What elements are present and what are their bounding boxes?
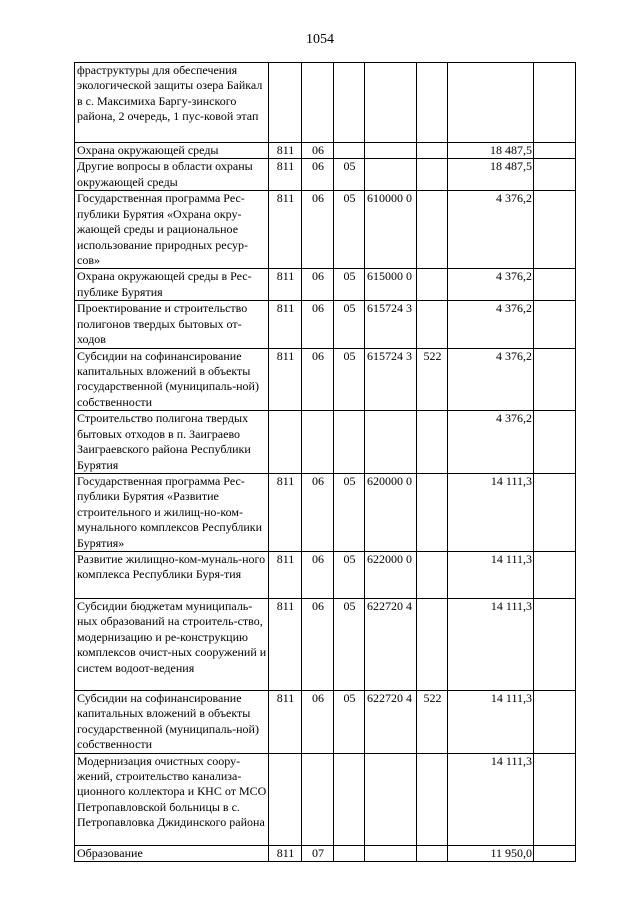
row-extra [534, 598, 576, 690]
row-rz: 06 [302, 269, 334, 301]
table-row [75, 143, 576, 159]
row-name: Другие вопросы в области охраны окружающей среды [75, 159, 269, 191]
row-csr: 615724 3 [365, 301, 417, 348]
row-sum: 11 950,0 [448, 845, 534, 861]
row-name: фраструктуры для обеспечения экологической защиты озера Байкал в с. Максимиха Баргу-зинского района, 2 очередь, 1 пус-ковой этап [75, 63, 269, 143]
row-rz: 06 [302, 301, 334, 348]
row-pr [334, 845, 365, 861]
row-name: Развитие жилищно-ком-муналь-ного комплекса Республики Буря-тия [75, 551, 269, 598]
row-pr: 05 [334, 348, 365, 411]
row-rz: 06 [302, 690, 334, 753]
row-vr [417, 159, 448, 191]
row-sum: 18 487,5 [448, 159, 534, 191]
row-pr: 05 [334, 159, 365, 191]
table-row [75, 411, 576, 474]
budget-table [74, 62, 576, 862]
row-pr: 05 [334, 269, 365, 301]
row-pr: 05 [334, 301, 365, 348]
row-ved: 811 [269, 551, 302, 598]
row-ved: 811 [269, 473, 302, 551]
row-ved [269, 411, 302, 474]
row-name: Строительство полигона твердых бытовых отходов в п. Заиграево Заиграевского района Республики Бурятия [75, 411, 269, 474]
row-rz: 06 [302, 473, 334, 551]
row-csr: 615000 0 [365, 269, 417, 301]
row-ved: 811 [269, 191, 302, 269]
row-rz [302, 753, 334, 845]
row-name: Модернизация очистных соору-жений, строительство канализа-ционного коллектора и КНС от МСО Петропавловской больницы в с. Петропавловка Джидинского района [75, 753, 269, 845]
row-csr: 610000 0 [365, 191, 417, 269]
row-sum: 14 111,3 [448, 753, 534, 845]
row-vr [417, 473, 448, 551]
row-ved: 811 [269, 845, 302, 861]
row-rz: 06 [302, 348, 334, 411]
row-vr [417, 551, 448, 598]
row-ved [269, 63, 302, 143]
row-vr [417, 753, 448, 845]
table-row [75, 473, 576, 551]
row-extra [534, 551, 576, 598]
table-row [75, 551, 576, 598]
row-extra [534, 63, 576, 143]
row-rz: 06 [302, 598, 334, 690]
row-csr [365, 143, 417, 159]
row-name: Охрана окружающей среды в Рес-публике Бурятия [75, 269, 269, 301]
row-extra [534, 191, 576, 269]
row-csr: 615724 3 [365, 348, 417, 411]
row-extra [534, 159, 576, 191]
table-row [75, 598, 576, 690]
row-name: Охрана окружающей среды [75, 143, 269, 159]
row-ved: 811 [269, 159, 302, 191]
row-vr [417, 598, 448, 690]
row-csr: 622000 0 [365, 551, 417, 598]
row-rz [302, 411, 334, 474]
row-pr [334, 143, 365, 159]
row-vr [417, 191, 448, 269]
row-extra [534, 411, 576, 474]
row-sum: 4 376,2 [448, 301, 534, 348]
row-name: Государственная программа Рес-публики Бурятия «Охрана окру-жающей среды и рациональное использование природных ресур-сов» [75, 191, 269, 269]
row-name: Субсидии на софинансирование капитальных вложений в объекты государственной (муниципаль-ной) собственности [75, 690, 269, 753]
table-row [75, 690, 576, 753]
row-extra [534, 473, 576, 551]
row-sum: 4 376,2 [448, 269, 534, 301]
row-pr [334, 411, 365, 474]
row-vr [417, 143, 448, 159]
row-extra [534, 753, 576, 845]
row-name: Образование [75, 845, 269, 861]
row-ved: 811 [269, 269, 302, 301]
table-row [75, 753, 576, 845]
row-name: Проектирование и строительство полигонов твердых бытовых от-ходов [75, 301, 269, 348]
row-sum [448, 63, 534, 143]
row-ved: 811 [269, 348, 302, 411]
row-sum: 14 111,3 [448, 551, 534, 598]
row-extra [534, 690, 576, 753]
row-pr: 05 [334, 191, 365, 269]
row-pr: 05 [334, 551, 365, 598]
row-ved: 811 [269, 598, 302, 690]
row-sum: 14 111,3 [448, 690, 534, 753]
row-rz: 06 [302, 551, 334, 598]
row-name: Субсидии бюджетам муниципаль-ных образований на строитель-ство, модернизацию и ре-конструкцию комплексов очист-ных сооружений и систем водоот-ведения [75, 598, 269, 690]
budget-table-body [75, 63, 576, 862]
table-row [75, 191, 576, 269]
row-vr [417, 845, 448, 861]
page-number: 1054 [306, 32, 334, 47]
row-pr: 05 [334, 473, 365, 551]
row-ved: 811 [269, 690, 302, 753]
row-csr [365, 845, 417, 861]
row-rz [302, 63, 334, 143]
row-vr: 522 [417, 348, 448, 411]
row-extra [534, 348, 576, 411]
row-rz: 06 [302, 143, 334, 159]
row-vr: 522 [417, 690, 448, 753]
row-sum: 14 111,3 [448, 473, 534, 551]
row-pr: 05 [334, 690, 365, 753]
row-sum: 18 487,5 [448, 143, 534, 159]
row-rz: 07 [302, 845, 334, 861]
row-csr: 622720 4 [365, 598, 417, 690]
table-row [75, 63, 576, 143]
row-extra [534, 301, 576, 348]
table-row [75, 269, 576, 301]
row-extra [534, 845, 576, 861]
table-row [75, 301, 576, 348]
row-pr [334, 753, 365, 845]
row-name: Субсидии на софинансирование капитальных вложений в объекты государственной (муниципаль-ной) собственности [75, 348, 269, 411]
table-row [75, 159, 576, 191]
table-row [75, 348, 576, 411]
row-extra [534, 143, 576, 159]
row-pr: 05 [334, 598, 365, 690]
table-row [75, 845, 576, 861]
row-ved [269, 753, 302, 845]
row-sum: 4 376,2 [448, 191, 534, 269]
row-csr: 620000 0 [365, 473, 417, 551]
row-csr [365, 63, 417, 143]
row-name: Государственная программа Рес-публики Бурятия «Развитие строительного и жилищ-но-ком-мунального комплексов Республики Бурятия» [75, 473, 269, 551]
row-extra [534, 269, 576, 301]
row-vr [417, 301, 448, 348]
row-csr [365, 159, 417, 191]
row-sum: 4 376,2 [448, 348, 534, 411]
row-csr: 622720 4 [365, 690, 417, 753]
row-sum: 14 111,3 [448, 598, 534, 690]
row-vr [417, 63, 448, 143]
row-rz: 06 [302, 159, 334, 191]
row-rz: 06 [302, 191, 334, 269]
row-vr [417, 411, 448, 474]
row-csr [365, 753, 417, 845]
row-sum: 4 376,2 [448, 411, 534, 474]
row-ved: 811 [269, 143, 302, 159]
row-ved: 811 [269, 301, 302, 348]
row-csr [365, 411, 417, 474]
row-vr [417, 269, 448, 301]
row-pr [334, 63, 365, 143]
